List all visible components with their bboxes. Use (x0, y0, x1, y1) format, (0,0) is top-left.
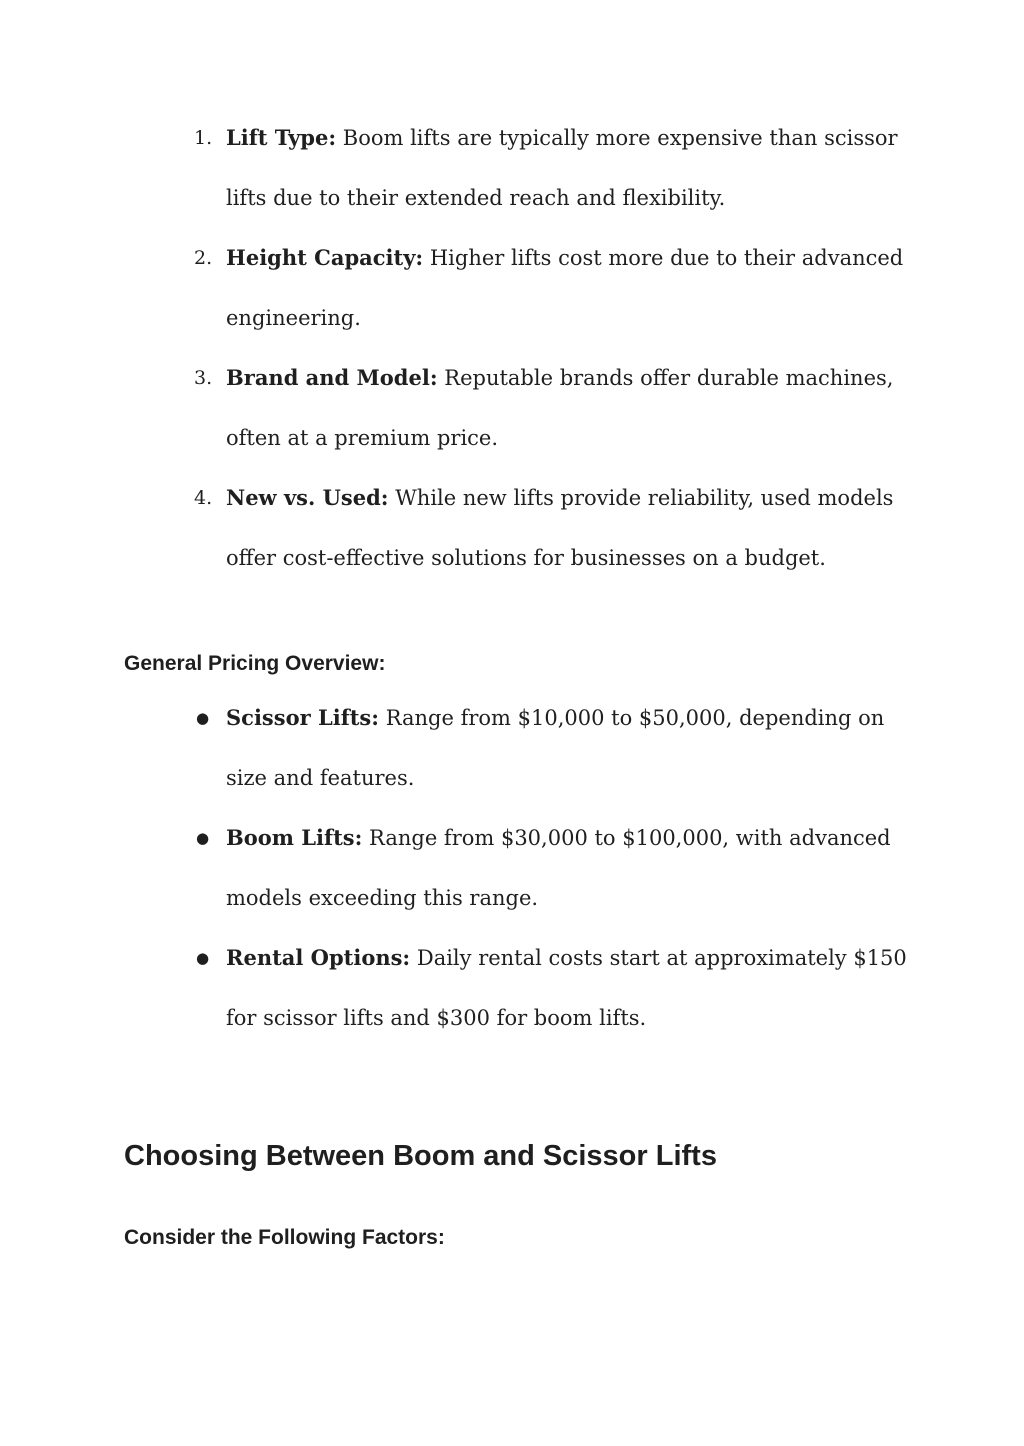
bullet-icon: ● (196, 709, 210, 727)
item-text: Higher lifts cost more due to their advanced engineering. (226, 246, 904, 330)
bullet-icon: ● (196, 829, 210, 847)
item-text: Range from $30,000 to $100,000, with advanced models exceeding this range. (226, 826, 891, 910)
list-item (124, 808, 914, 928)
item-text: Daily rental costs start at approximately $150 for scissor lifts and $300 for boom lifts. (226, 946, 907, 1030)
list-number: 3. (194, 367, 213, 389)
list-item (124, 688, 914, 808)
list-number: 2. (194, 247, 213, 269)
item-label: Scissor Lifts: (226, 705, 380, 730)
list-item (124, 348, 914, 468)
factors-heading: Consider the Following Factors: (124, 1226, 445, 1249)
list-item (124, 468, 914, 588)
pricing-overview-list (124, 688, 914, 1048)
item-text: While new lifts provide reliability, used models offer cost-effective solutions for businesses on a budget. (226, 486, 894, 570)
item-label: Height Capacity: (226, 245, 424, 270)
bullet-icon: ● (196, 949, 210, 967)
item-label: Rental Options: (226, 945, 411, 970)
item-text: Boom lifts are typically more expensive than scissor lifts due to their extended reach and flexibility. (226, 126, 898, 210)
item-label: New vs. Used: (226, 485, 389, 510)
list-item (124, 228, 914, 348)
item-label: Boom Lifts: (226, 825, 363, 850)
section-heading: Choosing Between Boom and Scissor Lifts (124, 1140, 717, 1172)
item-label: Brand and Model: (226, 365, 438, 390)
list-item (124, 928, 914, 1048)
pricing-overview-heading: General Pricing Overview: (124, 652, 386, 675)
list-number: 1. (194, 127, 213, 149)
item-text: Range from $10,000 to $50,000, depending on size and features. (226, 706, 885, 790)
item-label: Lift Type: (226, 125, 337, 150)
item-text: Reputable brands offer durable machines, often at a premium price. (226, 366, 894, 450)
list-number: 4. (194, 487, 213, 509)
list-item (124, 108, 914, 228)
pricing-factors-list (124, 108, 914, 588)
